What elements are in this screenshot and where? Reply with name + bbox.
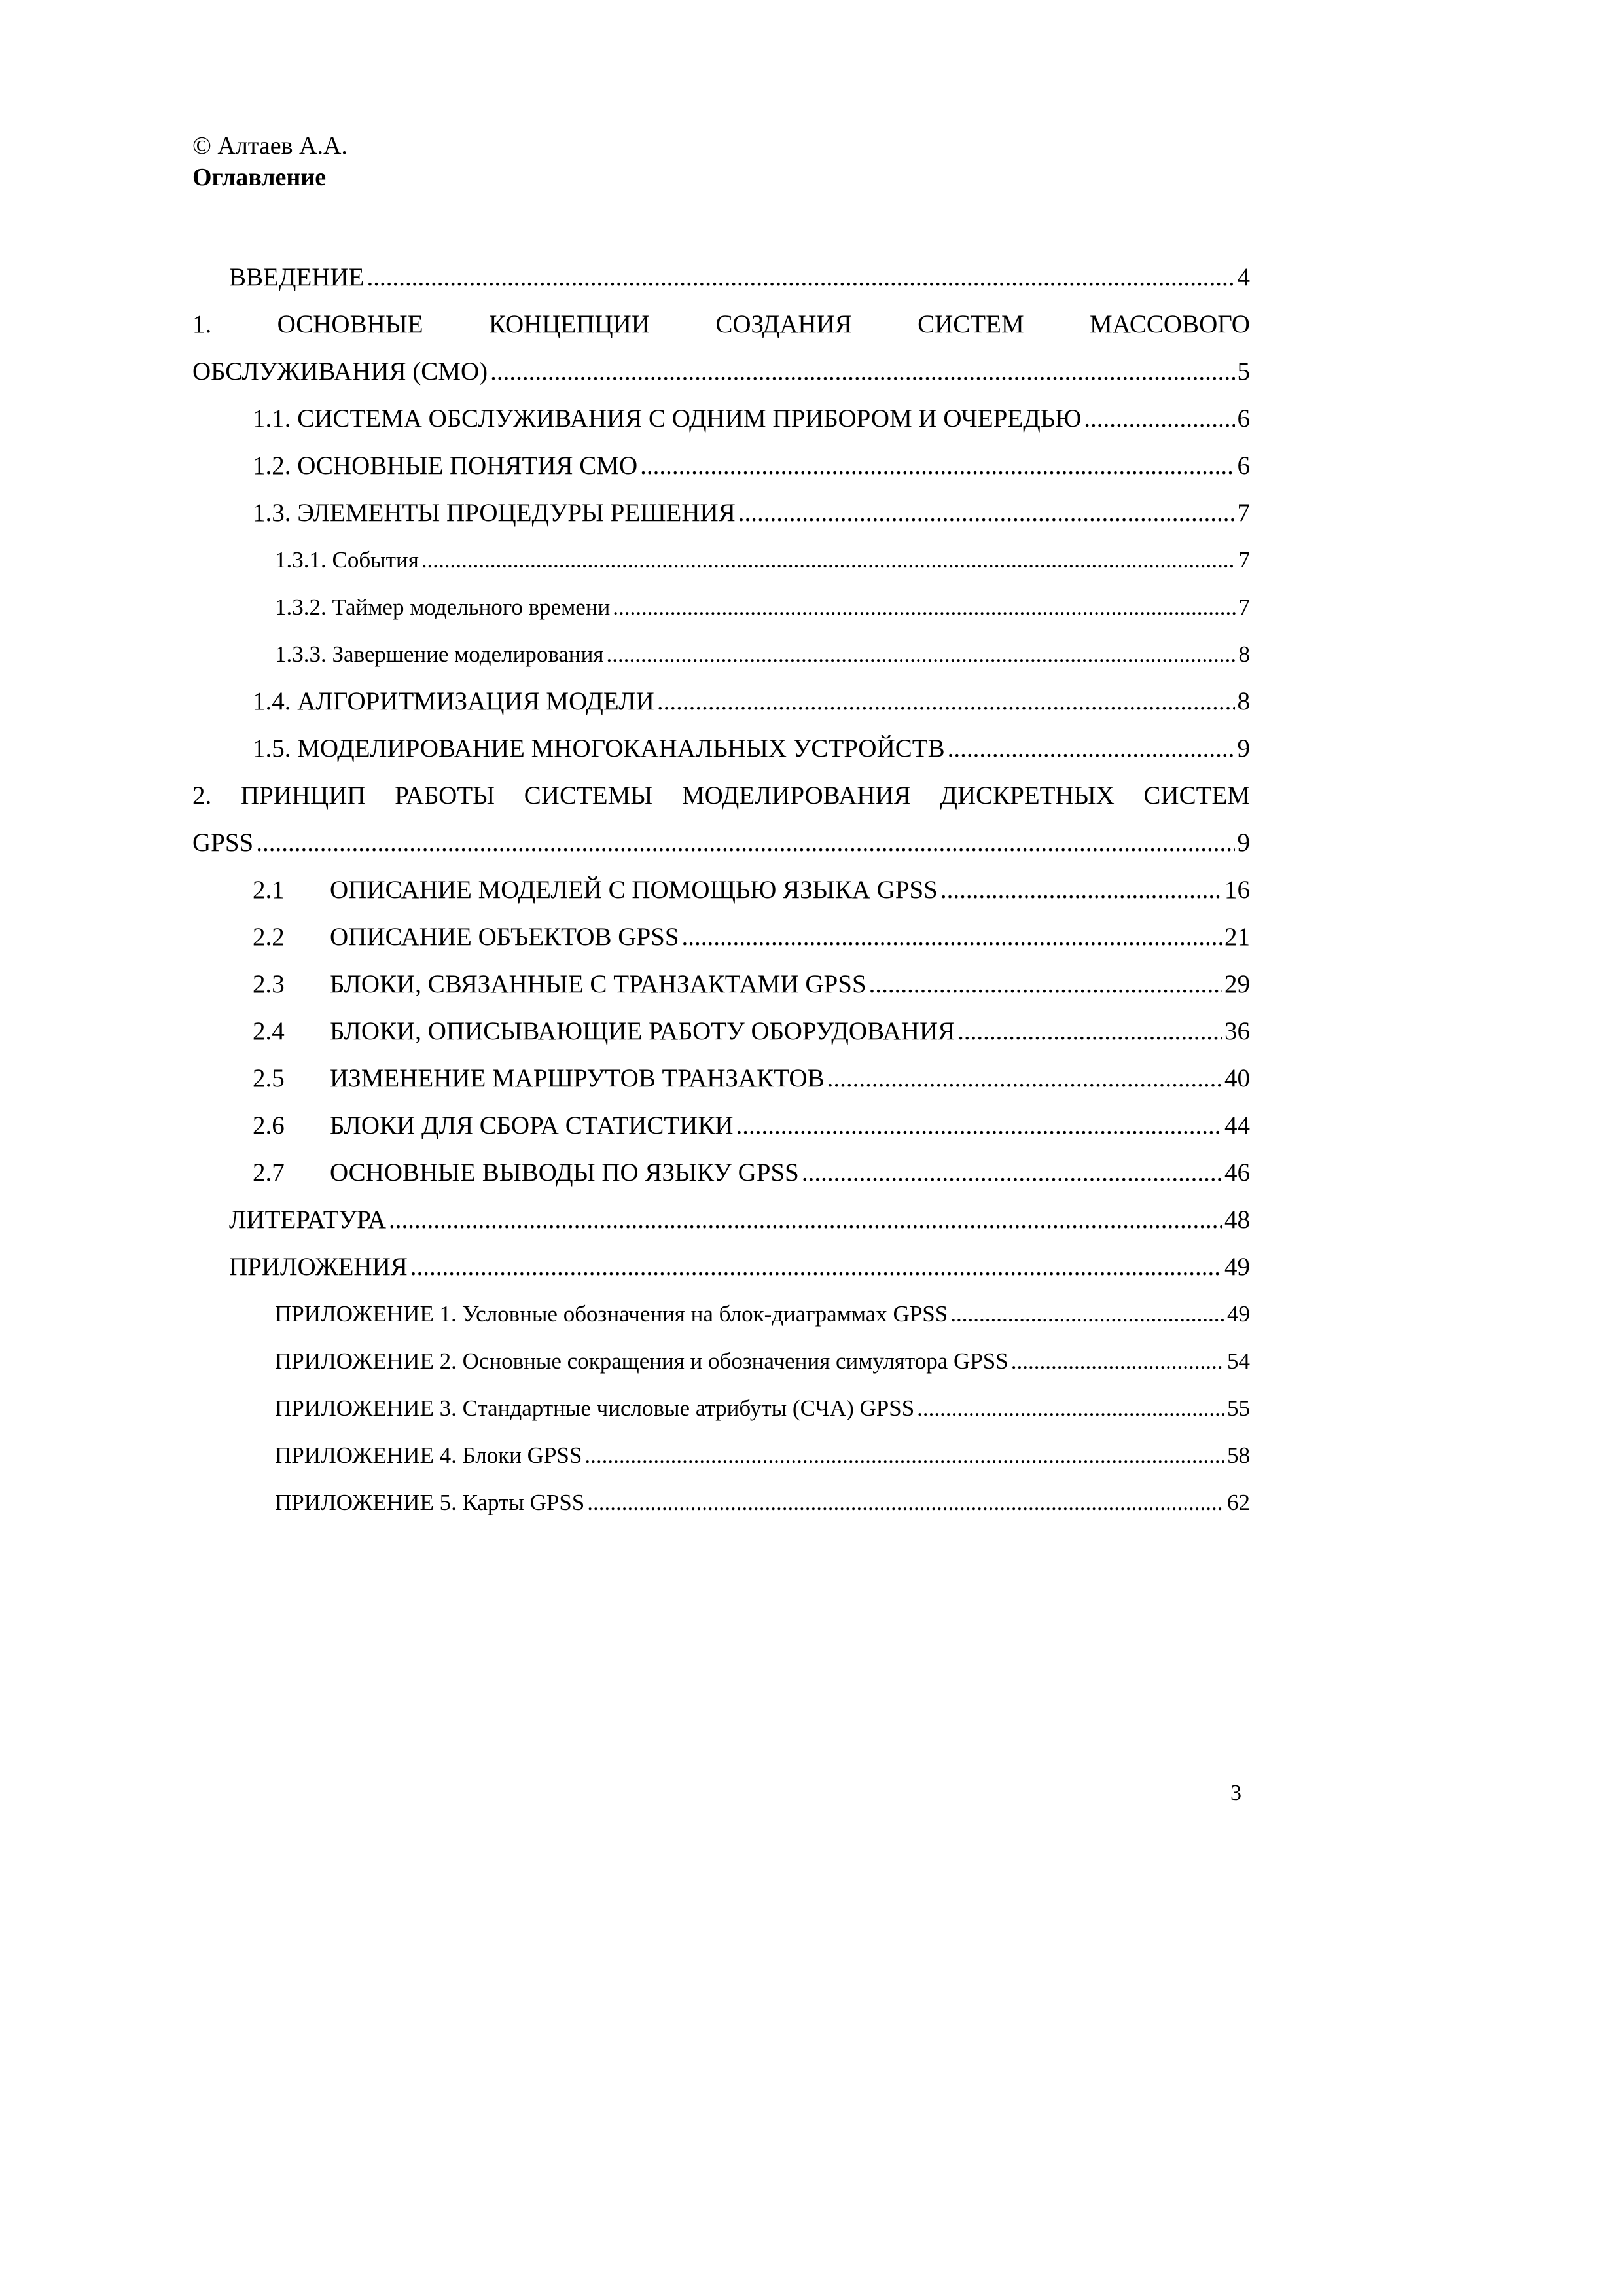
toc-entry-page: 58	[1227, 1443, 1250, 1468]
dot-leader	[738, 490, 1235, 537]
toc-entry-word: СИСТЕМ	[918, 310, 1024, 338]
dot-leader	[827, 1055, 1222, 1102]
toc-entry-page: 16	[1224, 876, 1250, 904]
toc-entry-title: ЛИТЕРАТУРА	[229, 1206, 386, 1234]
toc-entry[interactable]	[192, 254, 1250, 301]
toc-entry-page: 5	[1237, 357, 1250, 386]
toc-entry-title: ИЗМЕНЕНИЕ МАРШРУТОВ ТРАНЗАКТОВ	[330, 1064, 825, 1092]
toc-entry-title: 1.3.1. События	[275, 547, 419, 573]
toc-entry-page: 49	[1224, 1253, 1250, 1281]
dot-leader	[640, 442, 1234, 490]
dot-leader	[490, 348, 1234, 395]
toc-entry-word: 1.	[192, 310, 212, 338]
toc-entry-title: ОПИСАНИЕ ОБЪЕКТОВ GPSS	[330, 923, 679, 951]
toc-entry-title: 1.2. ОСНОВНЫЕ ПОНЯТИЯ СМО	[253, 452, 638, 480]
toc-entry[interactable]	[192, 725, 1250, 772]
toc-entry-page: 7	[1238, 547, 1250, 573]
toc-entry-title: ПРИЛОЖЕНИЯ	[229, 1253, 408, 1281]
dot-leader	[948, 725, 1235, 772]
dot-leader	[366, 254, 1234, 301]
toc-entry[interactable]	[192, 1338, 1250, 1385]
dot-leader	[682, 914, 1222, 961]
toc-entry-page: 4	[1237, 263, 1250, 291]
toc-entry-page: 54	[1227, 1348, 1250, 1374]
toc-entry[interactable]	[192, 1102, 1250, 1149]
toc-entry-page: 49	[1227, 1301, 1250, 1327]
toc-entry-number: 2.7	[253, 1158, 285, 1187]
dot-leader	[256, 819, 1234, 867]
toc-entry-title: ПРИЛОЖЕНИЕ 5. Карты GPSS	[275, 1490, 585, 1515]
toc-entry[interactable]	[192, 1244, 1250, 1291]
toc-entry-word: МОДЕЛИРОВАНИЯ	[681, 781, 911, 810]
toc-entry-page: 44	[1224, 1111, 1250, 1139]
toc-entry-title: ПРИЛОЖЕНИЕ 3. Стандартные числовые атрибуты (СЧА) GPSS	[275, 1395, 915, 1421]
toc-entry-word: ДИСКРЕТНЫХ	[940, 781, 1115, 810]
toc-entry-word: ОСНОВНЫЕ	[277, 310, 423, 338]
dot-leader	[940, 867, 1222, 914]
dot-leader	[917, 1385, 1224, 1432]
dot-leader	[607, 631, 1236, 678]
dot-leader	[657, 678, 1235, 725]
toc-entry-title: ПРИЛОЖЕНИЕ 1. Условные обозначения на блок-диаграммах GPSS	[275, 1301, 948, 1327]
toc-entry-title: GPSS	[192, 829, 254, 857]
toc-entry-title: ВВЕДЕНИЕ	[229, 263, 365, 291]
page-title: Оглавление	[192, 164, 327, 191]
dot-leader	[410, 1244, 1222, 1291]
toc-entry[interactable]	[192, 961, 1250, 1008]
toc-entry-page: 9	[1237, 829, 1250, 857]
toc-entry-page: 8	[1238, 641, 1250, 667]
toc-entry-title: 1.1. СИСТЕМА ОБСЛУЖИВАНИЯ С ОДНИМ ПРИБОРОМ И ОЧЕРЕДЬЮ	[253, 404, 1082, 433]
toc-entry-page: 6	[1237, 452, 1250, 480]
toc-entry-title: БЛОКИ, ОПИСЫВАЮЩИЕ РАБОТУ ОБОРУДОВАНИЯ	[330, 1017, 955, 1045]
toc-entry[interactable]	[192, 1432, 1250, 1479]
dot-leader	[1084, 395, 1234, 442]
toc-entry-title: БЛОКИ, СВЯЗАННЫЕ С ТРАНЗАКТАМИ GPSS	[330, 970, 866, 998]
toc-entry[interactable]	[192, 1291, 1250, 1338]
toc-entry-page: 62	[1227, 1490, 1250, 1515]
toc-entry-title: ПРИЛОЖЕНИЕ 4. Блоки GPSS	[275, 1443, 582, 1468]
dot-leader	[389, 1196, 1222, 1244]
toc-entry-number: 2.2	[253, 923, 285, 951]
dot-leader	[613, 584, 1236, 631]
toc-entry[interactable]	[192, 537, 1250, 584]
toc-entry-page: 36	[1224, 1017, 1250, 1045]
toc-entry-title: ОСНОВНЫЕ ВЫВОДЫ ПО ЯЗЫКУ GPSS	[330, 1158, 799, 1187]
toc-entry[interactable]	[192, 772, 1250, 819]
toc-entry[interactable]	[192, 914, 1250, 961]
toc-entry-page: 9	[1237, 734, 1250, 762]
toc-entry-page: 29	[1224, 970, 1250, 998]
toc-entry[interactable]	[192, 819, 1250, 867]
toc-entry-title: 1.3.2. Таймер модельного времени	[275, 594, 611, 620]
dot-leader	[1011, 1338, 1224, 1385]
toc-entry-word: СИСТЕМ	[1143, 781, 1250, 810]
toc-entry[interactable]	[192, 1008, 1250, 1055]
toc-entry-title: 1.5. МОДЕЛИРОВАНИЕ МНОГОКАНАЛЬНЫХ УСТРОЙСТВ	[253, 734, 945, 762]
dot-leader	[802, 1149, 1222, 1196]
dot-leader	[421, 537, 1236, 584]
toc-entry-word: МАССОВОГО	[1089, 310, 1250, 338]
dot-leader	[869, 961, 1222, 1008]
toc-entry[interactable]	[192, 1385, 1250, 1432]
dot-leader	[736, 1102, 1222, 1149]
toc-entry-word: ПРИНЦИП	[240, 781, 366, 810]
toc-entry-page: 7	[1237, 499, 1250, 527]
toc-entry-word: КОНЦЕПЦИИ	[488, 310, 650, 338]
toc-entry-number: 2.3	[253, 970, 285, 998]
toc-entry-number: 2.1	[253, 876, 285, 904]
toc-entry-title: 1.3.3. Завершение моделирования	[275, 641, 604, 667]
toc-entry-word: СОЗДАНИЯ	[715, 310, 852, 338]
dot-leader	[950, 1291, 1224, 1338]
toc-entry[interactable]	[192, 678, 1250, 725]
toc-entry-word: 2.	[192, 781, 212, 810]
dot-leader	[957, 1008, 1222, 1055]
toc-entry[interactable]	[192, 867, 1250, 914]
toc-entry-page: 8	[1237, 687, 1250, 715]
toc-entry-number: 2.5	[253, 1064, 285, 1092]
toc-entry-page: 6	[1237, 404, 1250, 433]
toc-entry-number: 2.6	[253, 1111, 285, 1139]
toc-entry-page: 48	[1224, 1206, 1250, 1234]
toc-entry-page: 55	[1227, 1395, 1250, 1421]
toc-entry-word: СИСТЕМЫ	[524, 781, 653, 810]
toc-entry[interactable]	[192, 490, 1250, 537]
page-number: 3	[1230, 1781, 1241, 1805]
toc-entry[interactable]	[192, 1055, 1250, 1102]
toc-entry-title: 1.4. АЛГОРИТМИЗАЦИЯ МОДЕЛИ	[253, 687, 654, 715]
toc-entry-page: 7	[1238, 594, 1250, 620]
toc-entry-title: ОПИСАНИЕ МОДЕЛЕЙ С ПОМОЩЬЮ ЯЗЫКА GPSS	[330, 876, 938, 904]
toc-entry[interactable]	[192, 348, 1250, 395]
table-of-contents	[192, 254, 1250, 1526]
toc-entry-page: 21	[1224, 923, 1250, 951]
toc-entry[interactable]	[192, 1149, 1250, 1196]
toc-entry[interactable]	[192, 395, 1250, 442]
toc-entry[interactable]	[192, 301, 1250, 348]
toc-entry-word: РАБОТЫ	[395, 781, 495, 810]
dot-leader	[584, 1432, 1224, 1479]
toc-entry-number: 2.4	[253, 1017, 285, 1045]
toc-entry-title: ПРИЛОЖЕНИЕ 2. Основные сокращения и обозначения симулятора GPSS	[275, 1348, 1008, 1374]
toc-entry-page: 46	[1224, 1158, 1250, 1187]
toc-entry-title: 1.3. ЭЛЕМЕНТЫ ПРОЦЕДУРЫ РЕШЕНИЯ	[253, 499, 736, 527]
toc-entry[interactable]	[192, 584, 1250, 631]
toc-entry-page: 40	[1224, 1064, 1250, 1092]
toc-entry[interactable]	[192, 1196, 1250, 1244]
toc-entry-title: ОБСЛУЖИВАНИЯ (СМО)	[192, 357, 488, 386]
toc-entry-title: БЛОКИ ДЛЯ СБОРА СТАТИСТИКИ	[330, 1111, 734, 1139]
dot-leader	[587, 1479, 1224, 1526]
toc-entry[interactable]	[192, 442, 1250, 490]
copyright-line: © Алтаев А.А.	[192, 132, 348, 160]
toc-entry[interactable]	[192, 631, 1250, 678]
toc-entry[interactable]	[192, 1479, 1250, 1526]
